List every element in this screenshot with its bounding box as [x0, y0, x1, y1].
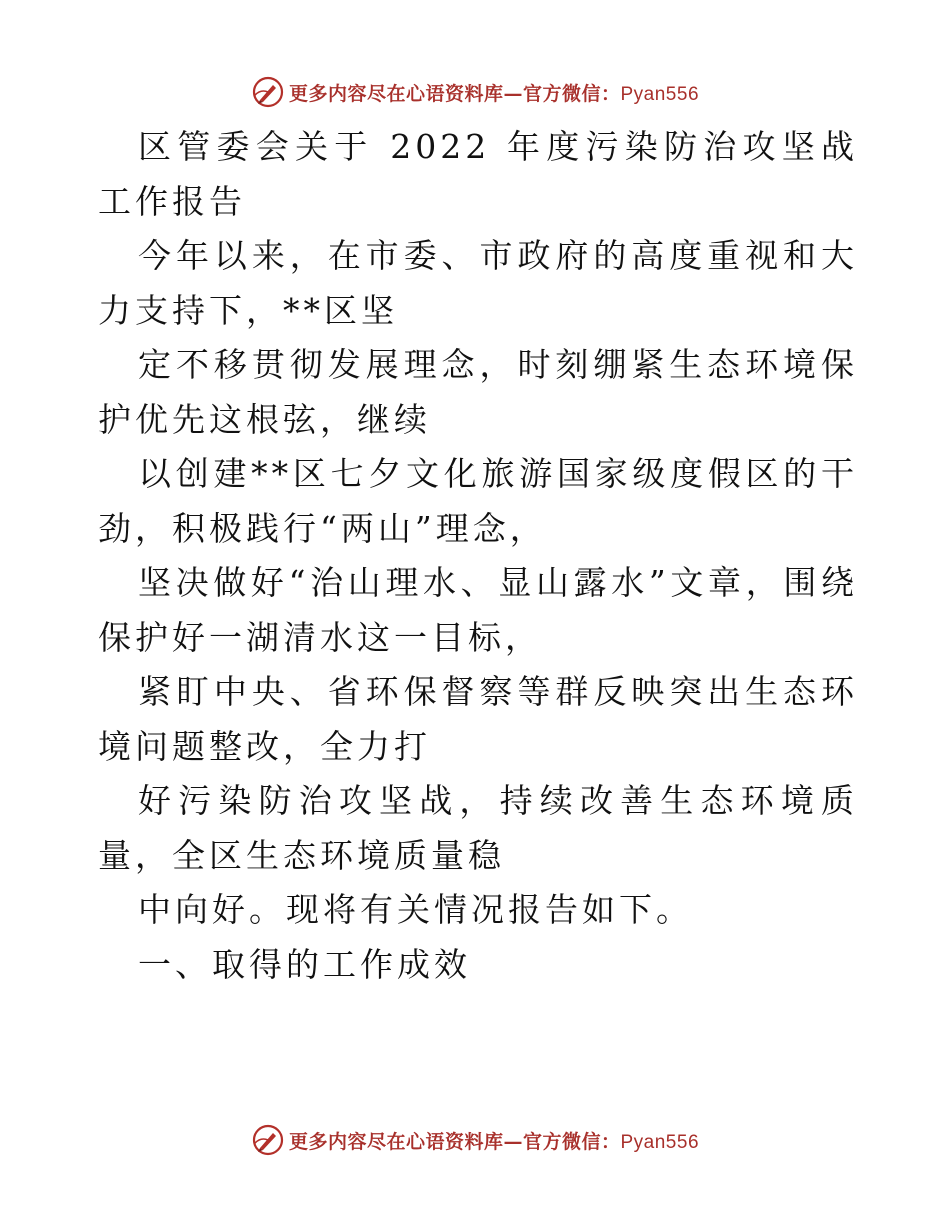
header-banner	[0, 72, 950, 112]
banner-site-name: 更多内容尽在心语资料库	[288, 1130, 504, 1153]
paragraph: 坚决做好“治山理水、显山露水”文章，围绕保护好一湖清水这一目标，	[98, 563, 858, 657]
paragraph: 紧盯中央、省环保督察等群反映突出生态环境问题整改，全力打	[98, 672, 858, 766]
banner-wechat-id: Pyan556	[620, 83, 700, 105]
banner-text	[289, 79, 699, 106]
banner-dash: —	[503, 82, 523, 105]
document-title: 区管委会关于 2022 年度污染防治攻坚战工作报告	[98, 127, 858, 221]
banner-wechat-label: 官方微信：	[522, 82, 621, 105]
paragraph: 中向好。现将有关情况报告如下。	[138, 890, 693, 929]
banner-wechat-id: Pyan556	[620, 1131, 700, 1153]
paragraph: 今年以来，在市委、市政府的高度重视和大力支持下，**区坚	[98, 236, 858, 330]
pen-logo-icon	[251, 1123, 285, 1157]
banner-site-name: 更多内容尽在心语资料库	[288, 82, 504, 105]
banner-dash: —	[503, 1130, 523, 1153]
paragraph: 定不移贯彻发展理念，时刻绷紧生态环境保护优先这根弦，继续	[98, 345, 858, 439]
paragraph: 以创建**区七夕文化旅游国家级度假区的干劲，积极践行“两山”理念，	[98, 454, 858, 548]
paragraph: 好污染防治攻坚战，持续改善生态环境质量，全区生态环境质量稳	[98, 781, 858, 875]
banner-text	[289, 1127, 699, 1154]
pen-logo-icon	[251, 75, 285, 109]
section-heading: 一、取得的工作成效	[138, 944, 471, 984]
banner-wechat-label: 官方微信：	[522, 1130, 621, 1153]
document-body	[98, 120, 858, 992]
footer-banner	[0, 1120, 950, 1160]
